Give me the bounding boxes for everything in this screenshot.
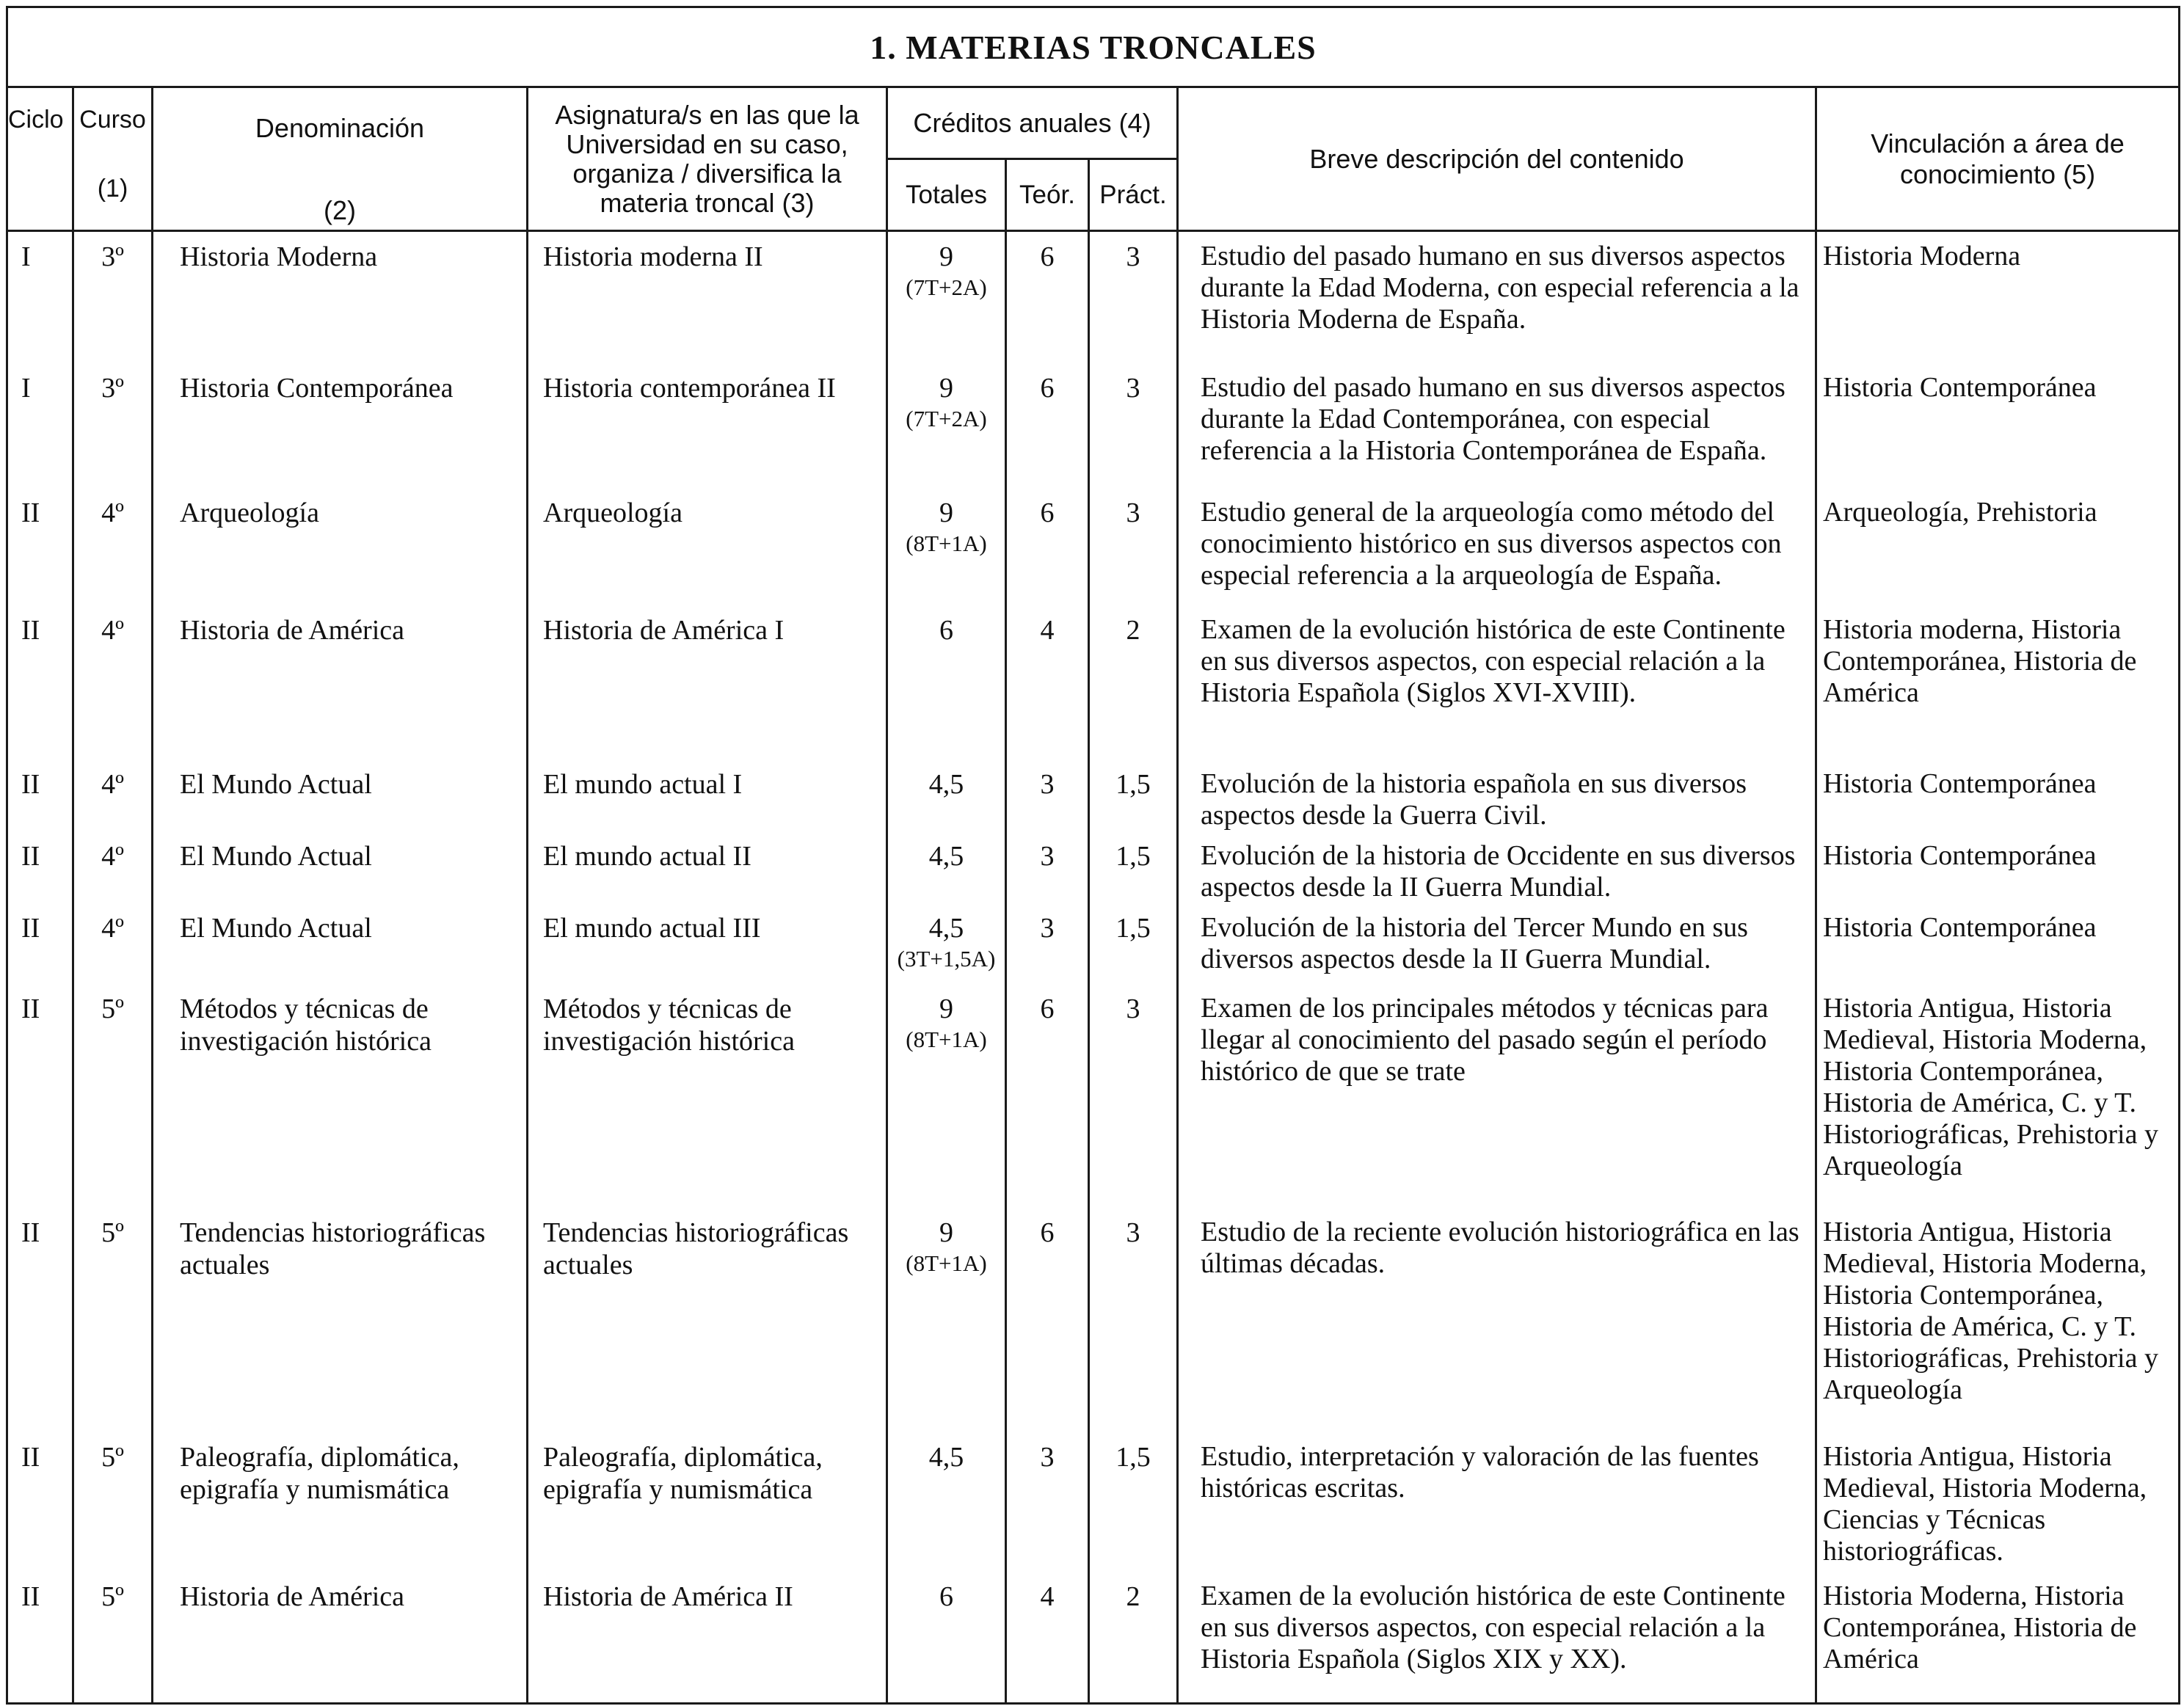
cell-asignatura: El mundo actual I (528, 759, 887, 831)
totales-value: 9 (939, 241, 953, 272)
cell-teor: 6 (1006, 1208, 1089, 1432)
cell-ciclo: II (7, 903, 73, 984)
table-row (7, 1432, 2180, 1572)
cell-teor: 4 (1006, 1572, 1089, 1704)
cell-ciclo: I (7, 363, 73, 488)
header-creditos: Créditos anuales (4) (887, 87, 1178, 159)
cell-asignatura: Paleografía, diplomática, epigrafía y numismática (528, 1432, 887, 1572)
cell-pract: 3 (1089, 231, 1178, 363)
cell-descripcion: Evolución de la historia del Tercer Mundo en sus diversos aspectos desde la II Guerra Mundial. (1178, 903, 1816, 984)
cell-curso: 5º (73, 1572, 153, 1704)
cell-area: Arqueología, Prehistoria (1816, 488, 2180, 605)
table-row (7, 231, 2180, 363)
cell-area: Historia Antigua, Historia Medieval, Historia Moderna, Ciencias y Técnicas historiográficas. (1816, 1432, 2180, 1572)
totales-breakdown: (7T+2A) (906, 405, 987, 431)
table-row (7, 488, 2180, 605)
totales-value: 6 (939, 614, 953, 646)
header-curso (73, 87, 153, 231)
cell-totales (887, 759, 1006, 831)
cell-asignatura: Arqueología (528, 488, 887, 605)
cell-area: Historia moderna, Historia Contemporánea, Historia de América (1816, 605, 2180, 759)
header-asignatura: Asignatura/s en las que la Universidad en su caso, organiza / diversifica la materia troncal (3) (528, 87, 887, 231)
cell-curso: 4º (73, 831, 153, 903)
cell-curso: 4º (73, 605, 153, 759)
cell-descripcion: Estudio de la reciente evolución historiográfica en las últimas décadas. (1178, 1208, 1816, 1432)
cell-denominacion: Métodos y técnicas de investigación histórica (153, 984, 528, 1208)
cell-pract: 3 (1089, 363, 1178, 488)
totales-value: 4,5 (928, 1441, 964, 1473)
table-row (7, 1208, 2180, 1432)
totales-breakdown: (7T+2A) (906, 274, 987, 300)
cell-curso: 5º (73, 984, 153, 1208)
cell-teor: 3 (1006, 1432, 1089, 1572)
cell-area: Historia Contemporánea (1816, 363, 2180, 488)
cell-totales (887, 831, 1006, 903)
cell-denominacion: El Mundo Actual (153, 831, 528, 903)
cell-descripcion: Estudio general de la arqueología como método del conocimiento histórico en sus diversos aspectos con especial referencia a la arqueología de España. (1178, 488, 1816, 605)
cell-totales (887, 1572, 1006, 1704)
cell-pract: 3 (1089, 984, 1178, 1208)
cell-denominacion: El Mundo Actual (153, 903, 528, 984)
cell-ciclo: II (7, 1432, 73, 1572)
cell-asignatura: Historia contemporánea II (528, 363, 887, 488)
cell-totales (887, 1208, 1006, 1432)
cell-ciclo: II (7, 759, 73, 831)
cell-pract: 1,5 (1089, 831, 1178, 903)
cell-denominacion: Historia Contemporánea (153, 363, 528, 488)
cell-denominacion: Historia Moderna (153, 231, 528, 363)
cell-curso: 4º (73, 488, 153, 605)
totales-breakdown: (3T+1,5A) (897, 945, 996, 972)
header-denominacion (153, 87, 528, 231)
cell-curso: 3º (73, 231, 153, 363)
cell-ciclo: II (7, 1208, 73, 1432)
totales-value: 6 (939, 1581, 953, 1612)
cell-area: Historia Moderna (1816, 231, 2180, 363)
cell-denominacion: El Mundo Actual (153, 759, 528, 831)
cell-denominacion: Paleografía, diplomática, epigrafía y numismática (153, 1432, 528, 1572)
cell-pract: 1,5 (1089, 903, 1178, 984)
cell-teor: 6 (1006, 984, 1089, 1208)
cell-curso: 5º (73, 1432, 153, 1572)
cell-totales (887, 903, 1006, 984)
totales-value: 9 (939, 497, 953, 528)
cell-pract: 3 (1089, 488, 1178, 605)
header-ciclo: Ciclo (7, 87, 73, 231)
cell-teor: 3 (1006, 759, 1089, 831)
cell-teor: 4 (1006, 605, 1089, 759)
cell-area: Historia Contemporánea (1816, 831, 2180, 903)
cell-curso: 4º (73, 759, 153, 831)
cell-ciclo: II (7, 1572, 73, 1704)
cell-totales (887, 984, 1006, 1208)
cell-ciclo: I (7, 231, 73, 363)
cell-totales (887, 1432, 1006, 1572)
cell-teor: 6 (1006, 488, 1089, 605)
table-row (7, 605, 2180, 759)
header-denominacion-label: Denominación (255, 113, 425, 143)
cell-asignatura: Métodos y técnicas de investigación histórica (528, 984, 887, 1208)
cell-denominacion: Historia de América (153, 1572, 528, 1704)
cell-curso: 5º (73, 1208, 153, 1432)
table-row (7, 831, 2180, 903)
cell-curso: 3º (73, 363, 153, 488)
cell-teor: 3 (1006, 903, 1089, 984)
table-row (7, 903, 2180, 984)
cell-teor: 6 (1006, 363, 1089, 488)
cell-totales (887, 605, 1006, 759)
cell-descripcion: Examen de los principales métodos y técnicas para llegar al conocimiento del pasado según el período histórico de que se trate (1178, 984, 1816, 1208)
cell-ciclo: II (7, 605, 73, 759)
cell-denominacion: Tendencias historiográficas actuales (153, 1208, 528, 1432)
cell-area: Historia Contemporánea (1816, 759, 2180, 831)
totales-value: 9 (939, 372, 953, 404)
totales-value: 4,5 (928, 768, 964, 800)
cell-area: Historia Contemporánea (1816, 903, 2180, 984)
cell-descripcion: Evolución de la historia española en sus diversos aspectos desde la Guerra Civil. (1178, 759, 1816, 831)
cell-denominacion: Historia de América (153, 605, 528, 759)
cell-curso: 4º (73, 903, 153, 984)
cell-descripcion: Estudio del pasado humano en sus diversos aspectos durante la Edad Contemporánea, con especial referencia a la Historia Contemporánea de España. (1178, 363, 1816, 488)
cell-totales (887, 363, 1006, 488)
cell-totales (887, 488, 1006, 605)
totales-breakdown: (8T+1A) (906, 1026, 987, 1052)
cell-descripcion: Evolución de la historia de Occidente en sus diversos aspectos desde la II Guerra Mundial. (1178, 831, 1816, 903)
materias-table (6, 6, 2180, 1705)
header-descripcion: Breve descripción del contenido (1178, 87, 1816, 231)
cell-asignatura: Historia moderna II (528, 231, 887, 363)
header-teor: Teór. (1006, 159, 1089, 231)
totales-value: 4,5 (928, 912, 964, 944)
cell-asignatura: El mundo actual II (528, 831, 887, 903)
cell-pract: 1,5 (1089, 759, 1178, 831)
cell-ciclo: II (7, 831, 73, 903)
cell-teor: 6 (1006, 231, 1089, 363)
totales-value: 9 (939, 1217, 953, 1248)
table-body (7, 231, 2180, 1704)
header-totales: Totales (887, 159, 1006, 231)
cell-asignatura: Historia de América I (528, 605, 887, 759)
totales-breakdown: (8T+1A) (906, 1250, 987, 1276)
cell-denominacion: Arqueología (153, 488, 528, 605)
cell-descripcion: Examen de la evolución histórica de este Continente en sus diversos aspectos, con especial relación a la Historia Española (Siglos XVI-XVIII). (1178, 605, 1816, 759)
header-denominacion-num: (2) (324, 195, 356, 225)
cell-asignatura: Historia de América II (528, 1572, 887, 1704)
table-title: 1. MATERIAS TRONCALES (7, 7, 2180, 87)
cell-asignatura: Tendencias historiográficas actuales (528, 1208, 887, 1432)
header-curso-num: (1) (97, 175, 128, 203)
document-page (6, 6, 2178, 1706)
cell-area: Historia Antigua, Historia Medieval, Historia Moderna, Historia Contemporánea, Historia de América, C. y T. Historiográficas, Prehistoria y Arqueología (1816, 1208, 2180, 1432)
cell-descripcion: Examen de la evolución histórica de este Continente en sus diversos aspectos, con especial relación a la Historia Española (Siglos XIX y XX). (1178, 1572, 1816, 1704)
cell-area: Historia Antigua, Historia Medieval, Historia Moderna, Historia Contemporánea, Historia de América, C. y T. Historiográficas, Prehistoria y Arqueología (1816, 984, 2180, 1208)
cell-teor: 3 (1006, 831, 1089, 903)
cell-asignatura: El mundo actual III (528, 903, 887, 984)
totales-value: 9 (939, 993, 953, 1024)
cell-pract: 3 (1089, 1208, 1178, 1432)
cell-pract: 2 (1089, 605, 1178, 759)
header-pract: Práct. (1089, 159, 1178, 231)
table-row (7, 1572, 2180, 1704)
cell-area: Historia Moderna, Historia Contemporánea, Historia de América (1816, 1572, 2180, 1704)
header-curso-label: Curso (79, 106, 146, 134)
table-row (7, 363, 2180, 488)
cell-ciclo: II (7, 984, 73, 1208)
cell-ciclo: II (7, 488, 73, 605)
table-row (7, 759, 2180, 831)
cell-pract: 2 (1089, 1572, 1178, 1704)
cell-pract: 1,5 (1089, 1432, 1178, 1572)
cell-descripcion: Estudio, interpretación y valoración de las fuentes históricas escritas. (1178, 1432, 1816, 1572)
totales-breakdown: (8T+1A) (906, 530, 987, 556)
table-row (7, 984, 2180, 1208)
cell-descripcion: Estudio del pasado humano en sus diversos aspectos durante la Edad Moderna, con especial referencia a la Historia Moderna de España. (1178, 231, 1816, 363)
totales-value: 4,5 (928, 840, 964, 872)
cell-totales (887, 231, 1006, 363)
header-vinculacion: Vinculación a área de conocimiento (5) (1816, 87, 2180, 231)
